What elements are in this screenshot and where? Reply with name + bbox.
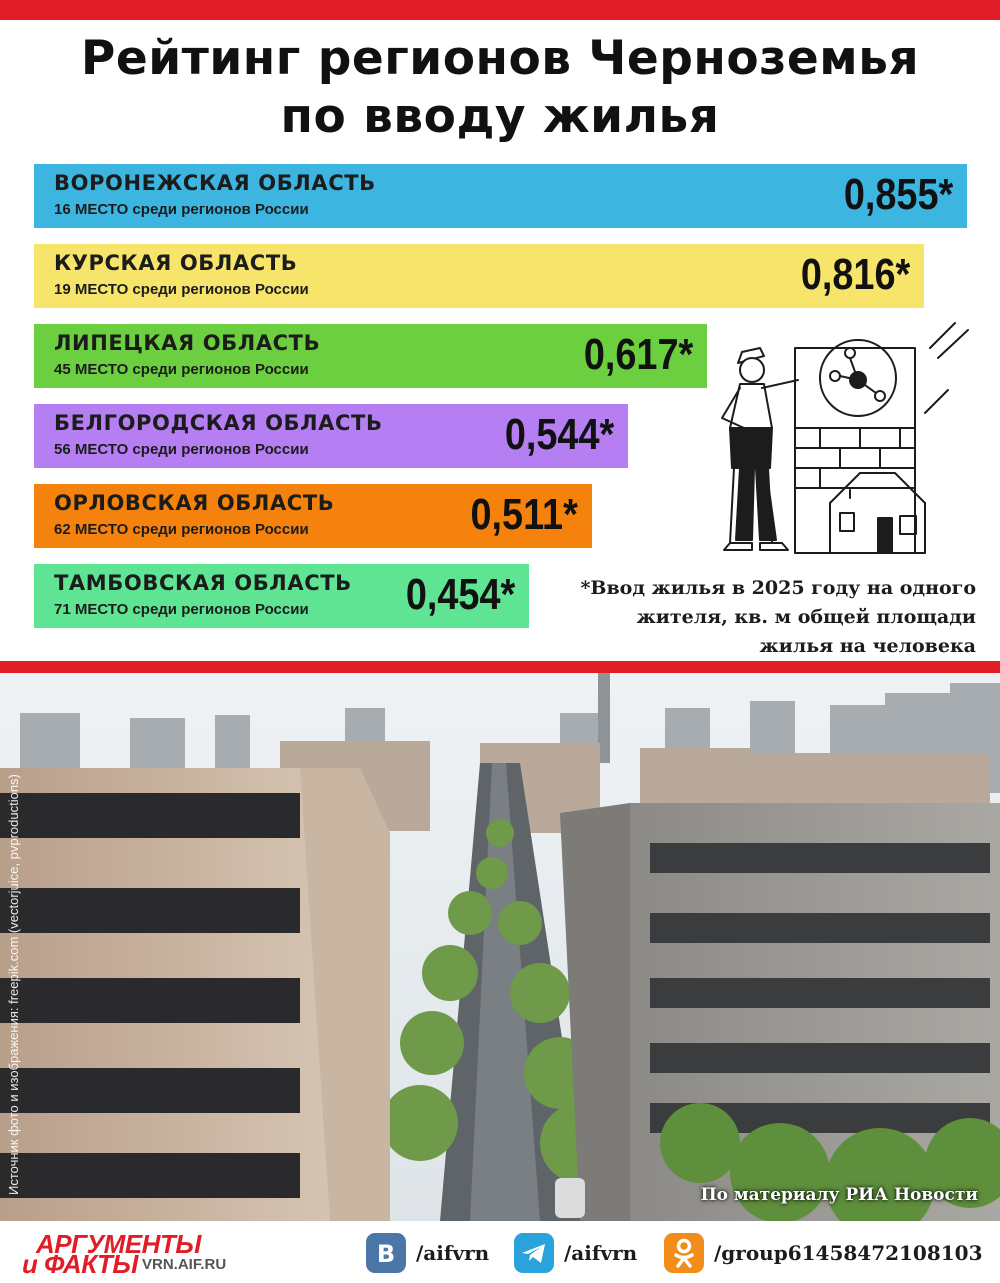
svg-text:B: B (376, 1240, 396, 1268)
bar-rank-label: 56 МЕСТО среди регионов России (54, 441, 309, 458)
bar-6 (34, 564, 529, 628)
site-link[interactable]: VRN.AIF.RU (142, 1256, 227, 1273)
telegram-icon (514, 1233, 554, 1273)
ok-handle: /group61458472108103 (714, 1241, 983, 1265)
bar-category-label: ВОРОНЕЖСКАЯ ОБЛАСТЬ (54, 171, 376, 195)
telegram-handle: /aifvrn (564, 1241, 638, 1265)
title-line-2: по вводу жилья (280, 89, 720, 144)
bar-2 (34, 244, 924, 308)
bar-3 (34, 324, 707, 388)
bar-category-label: ЛИПЕЦКАЯ ОБЛАСТЬ (54, 331, 321, 355)
photo-credit: Источник фото и изображения: freepik.com (vectorjuice, pvproductions) (6, 774, 21, 1195)
footnote-line-1: *Ввод жилья в 2025 году на одного (580, 577, 976, 599)
vk-handle: /aifvrn (416, 1241, 490, 1265)
bar-rank-label: 45 МЕСТО среди регионов России (54, 361, 309, 378)
title-line-1: Рейтинг регионов Черноземья (80, 31, 920, 86)
logo-line-2: и ФАКТЫ (22, 1249, 138, 1279)
bar-category-label: БЕЛГОРОДСКАЯ ОБЛАСТЬ (54, 411, 383, 435)
logo-line-1: АРГУМЕНТЫ (36, 1229, 201, 1259)
bar-value-label: 0,454* (405, 570, 515, 619)
bar-value-label: 0,511* (470, 490, 578, 539)
builder-illustration (700, 318, 980, 568)
bar-rank-label: 19 МЕСТО среди регионов России (54, 281, 309, 298)
bar-rank-label: 62 МЕСТО среди регионов России (54, 521, 309, 538)
chart-footnote (536, 574, 976, 661)
bar-category-label: КУРСКАЯ ОБЛАСТЬ (54, 251, 298, 275)
bar-rank-label: 16 МЕСТО среди регионов России (54, 201, 309, 218)
bar-value-label: 0,855* (843, 170, 953, 219)
odnoklassniki-icon (664, 1233, 704, 1273)
bar-value-label: 0,816* (800, 250, 910, 299)
bar-value-label: 0,544* (504, 410, 614, 459)
bar-5 (34, 484, 592, 548)
footer (0, 1221, 1000, 1283)
footnote-line-3: жилья на человека (759, 635, 976, 657)
vk-link[interactable] (366, 1233, 489, 1273)
ok-link[interactable] (664, 1233, 983, 1273)
source-note: По материалу РИА Новости (700, 1185, 978, 1205)
middle-stripe (0, 661, 1000, 673)
bar-4 (34, 404, 628, 468)
vk-icon (366, 1233, 406, 1273)
footnote-line-2: жителя, кв. м общей площади (636, 606, 976, 628)
telegram-link[interactable] (514, 1233, 637, 1273)
aif-logo[interactable] (22, 1229, 252, 1277)
bar-category-label: ТАМБОВСКАЯ ОБЛАСТЬ (54, 571, 352, 595)
bar-1 (34, 164, 967, 228)
bar-value-label: 0,617* (583, 330, 693, 379)
city-photo (0, 673, 1000, 1221)
bar-category-label: ОРЛОВСКАЯ ОБЛАСТЬ (54, 491, 335, 515)
bar-rank-label: 71 МЕСТО среди регионов России (54, 601, 309, 618)
